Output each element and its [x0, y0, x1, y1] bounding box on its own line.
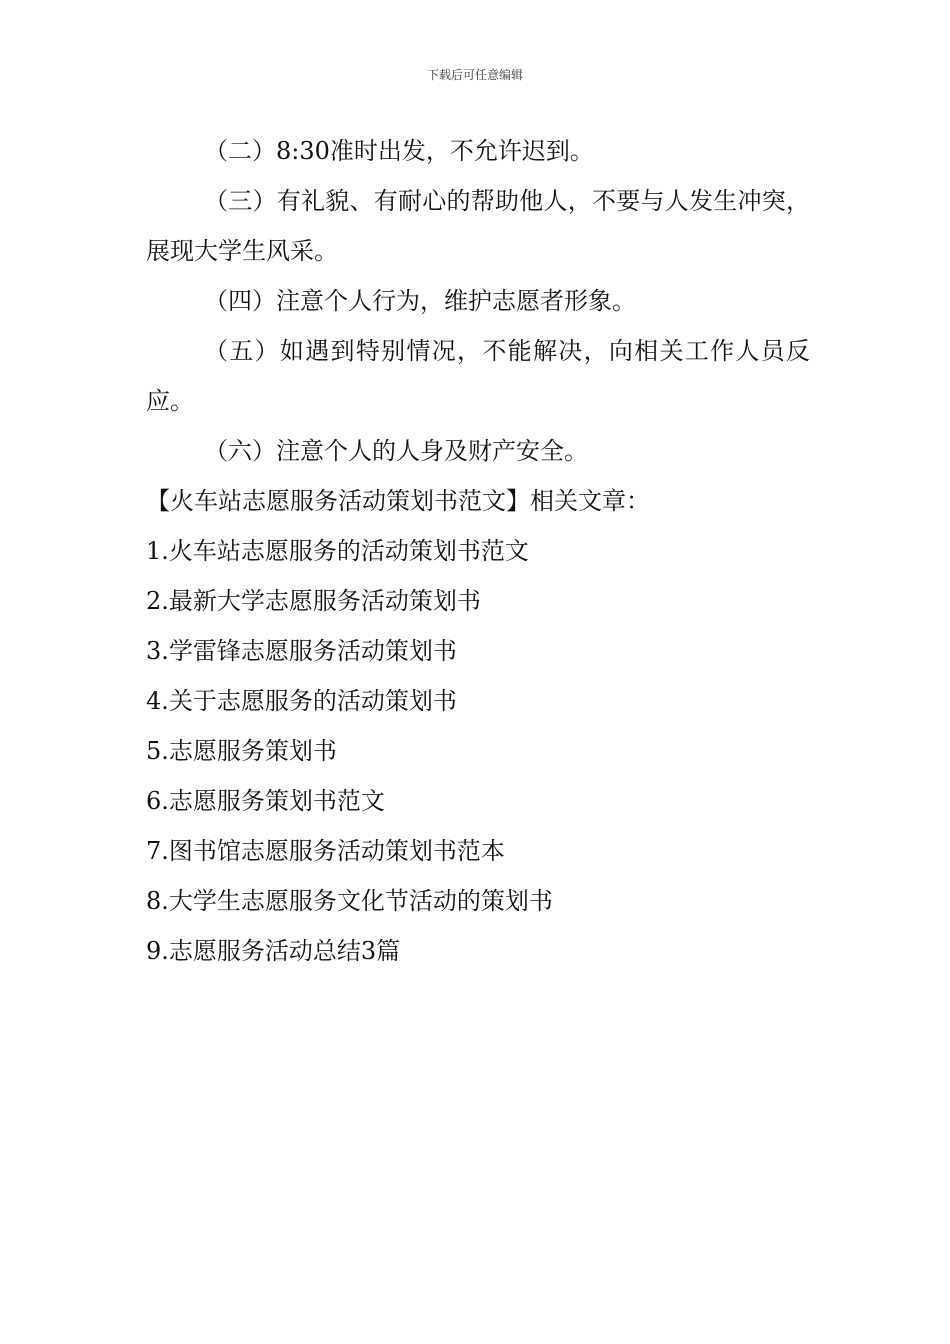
- related-article-link[interactable]: 7.图书馆志愿服务活动策划书范本: [146, 837, 505, 865]
- paragraph-rule-3: （三）有礼貌、有耐心的帮助他人，不要与人发生冲突，展现大学生风采。: [146, 187, 810, 265]
- related-article-link[interactable]: 5.志愿服务策划书: [146, 737, 337, 765]
- paragraph-rule-5: （五）如遇到特别情况，不能解决，向相关工作人员反应。: [146, 337, 810, 415]
- related-article-link[interactable]: 2.最新大学志愿服务活动策划书: [146, 587, 481, 615]
- related-article-link[interactable]: 9.志愿服务活动总结3篇: [146, 937, 401, 965]
- related-articles-list: [146, 526, 810, 976]
- paragraph-rule-4: （四）注意个人行为，维护志愿者形象。: [204, 287, 636, 315]
- related-articles-title: 【火车站志愿服务活动策划书范文】相关文章：: [146, 487, 650, 515]
- page-header: 下载后可任意编辑: [426, 68, 523, 82]
- paragraph-rule-2: （二）8:30准时出发，不允许迟到。: [204, 137, 594, 165]
- paragraph-rule-6: （六）注意个人的人身及财产安全。: [204, 437, 588, 465]
- related-article-link[interactable]: 8.大学生志愿服务文化节活动的策划书: [146, 887, 553, 915]
- related-article-link[interactable]: 3.学雷锋志愿服务活动策划书: [146, 637, 457, 665]
- document-body: [146, 126, 810, 976]
- related-article-link[interactable]: 6.志愿服务策划书范文: [146, 787, 385, 815]
- related-article-link[interactable]: 1.火车站志愿服务的活动策划书范文: [146, 537, 529, 565]
- related-article-link[interactable]: 4.关于志愿服务的活动策划书: [146, 687, 457, 715]
